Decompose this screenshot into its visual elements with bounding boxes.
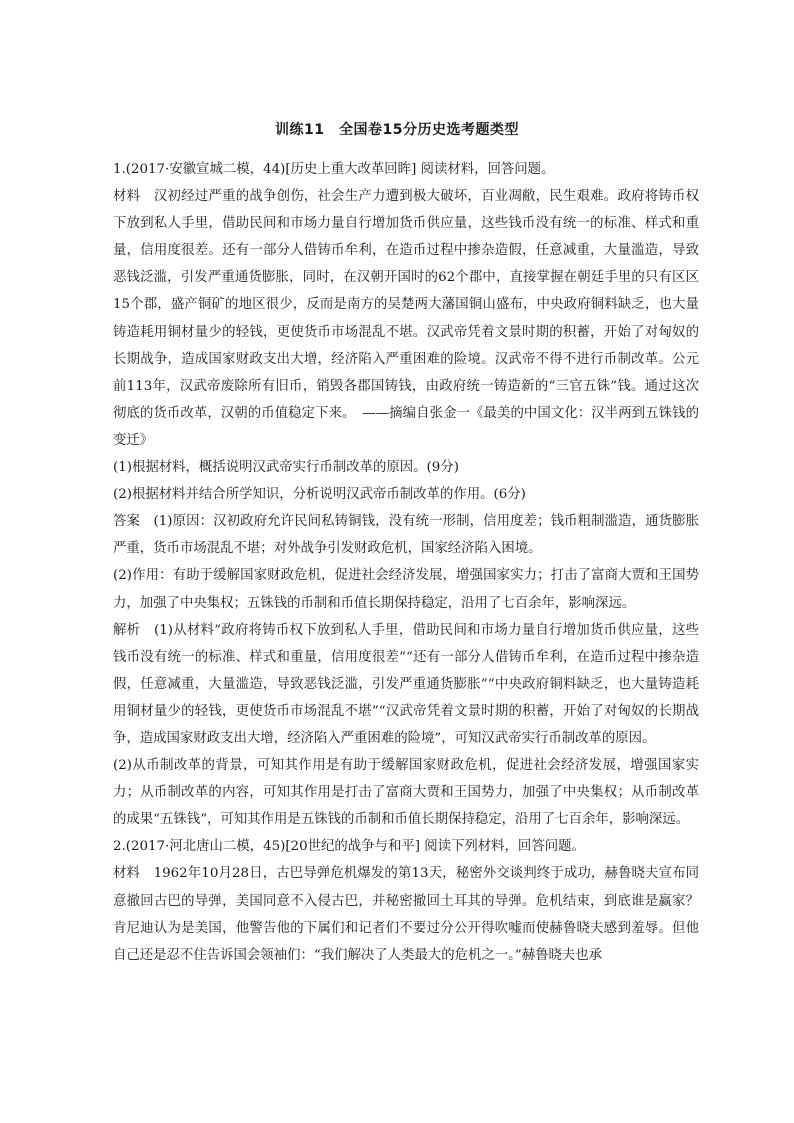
question-2-material: 材料 1962年10月28日，古巴导弹危机爆发的第13天，秘密外交谈判终于成功，赫鲁晓夫宣布同意撤回古巴的导弹，美国同意不入侵古巴，并秘密撤回土耳其的导弹。危机结束，到底谁是赢家？肯尼迪认为是美国，他警告他的下属们和记者们不要过分公开得吹嘘而使赫鲁晓夫感到羞辱。但他自己还是忍不住告诉国会领袖们：“我们解决了人类最大的危机之一。”赫鲁晓夫也承 bbox=[113, 866, 699, 963]
question-1-sub-1: (1)根据材料，概括说明汉武帝实行币制改革的原因。(9分) bbox=[113, 460, 459, 476]
question-1-answer-2: (2)作用：有助于缓解国家财政危机，促进社会经济发展，增强国家实力；打击了富商大贾和王国势力，加强了中央集权；五铢钱的币制和币值长期保持稳定，沿用了七百余年，影响深远。 bbox=[113, 568, 699, 611]
question-1-material: 材料 汉初经过严重的战争创伤，社会生产力遭到极大破坏，百业凋敝，民生艰难。政府将铸币权下放到私人手里，借助民间和市场力量自行增加货币供应量，这些钱币没有统一的标准、样式和重量，信用度很差。还有一部分人借铸币牟利，在造币过程中掺杂造假，任意减重，大量滥造，导致恶钱泛滥，引发严重通货膨胀，同时，在汉朝开国时的62个郡中，直接掌握在朝廷手里的只有区区15个郡，盛产铜矿的地区很少，反而是南方的吴楚两大藩国铜山盛布，中央政府铜料缺乏，也大量铸造耗用铜材量少的轻钱，更使货币市场混乱不堪。汉武帝凭着文景时期的积蓄，开始了对匈奴的长期战争，造成国家财政支出大增，经济陷入严重困难的险境。汉武帝不得不进行币制改革。公元前113年，汉武帝废除所有旧币，销毁各郡国铸钱，由政府统一铸造新的“三官五铢”钱。通过这次彻底的货币改革，汉朝的币值稳定下来。 ——摘编自张金一《最美的中国文化：汉半两到五铢钱的变迁》 bbox=[113, 189, 699, 448]
page-title: 训练11 全国卷15分历史选考题类型 bbox=[275, 122, 519, 138]
question-1-answer-1: 答案 (1)原因：汉初政府允许民间私铸铜钱，没有统一形制，信用度差；钱币粗制滥造，通货膨胀严重，货币市场混乱不堪；对外战争引发财政危机，国家经济陷入困境。 bbox=[113, 514, 699, 557]
question-1-sub-2: (2)根据材料并结合所学知识，分析说明汉武帝币制改革的作用。(6分) bbox=[113, 487, 526, 503]
question-1-header: 1.(2017·安徽宣城二模，44)[历史上重大改革回眸] 阅读材料，回答问题。 bbox=[113, 162, 555, 177]
document-body bbox=[113, 156, 699, 969]
question-1-analysis-1: 解析 (1)从材料“政府将铸币权下放到私人手里，借助民间和市场力量自行增加货币供应量，这些钱币没有统一的标准、样式和重量，信用度很差”“还有一部分人借铸币牟利，在造币过程中掺杂造假，任意减重，大量滥造，导致恶钱泛滥，引发严重通货膨胀”“中央政府铜料缺乏，也大量铸造耗用铜材量少的轻钱，更使货币市场混乱不堪”“汉武帝凭着文景时期的积蓄，开始了对匈奴的长期战争，造成国家财政支出大增，经济陷入严重困难的险境”，可知汉武帝实行币制改革的原因。 bbox=[113, 622, 699, 746]
question-1-analysis-2: (2)从币制改革的背景，可知其作用是有助于缓解国家财政危机，促进社会经济发展，增强国家实力；从币制改革的内容，可知其作用是打击了富商大贾和王国势力，加强了中央集权；从币制改革的成果“五铢钱”，可知其作用是五铢钱的币制和币值长期保持稳定，沿用了七百余年，影响深远。 bbox=[113, 758, 699, 828]
question-2-header: 2.(2017·河北唐山二模，45)[20世纪的战争与和平] 阅读下列材料，回答问题。 bbox=[113, 839, 585, 855]
